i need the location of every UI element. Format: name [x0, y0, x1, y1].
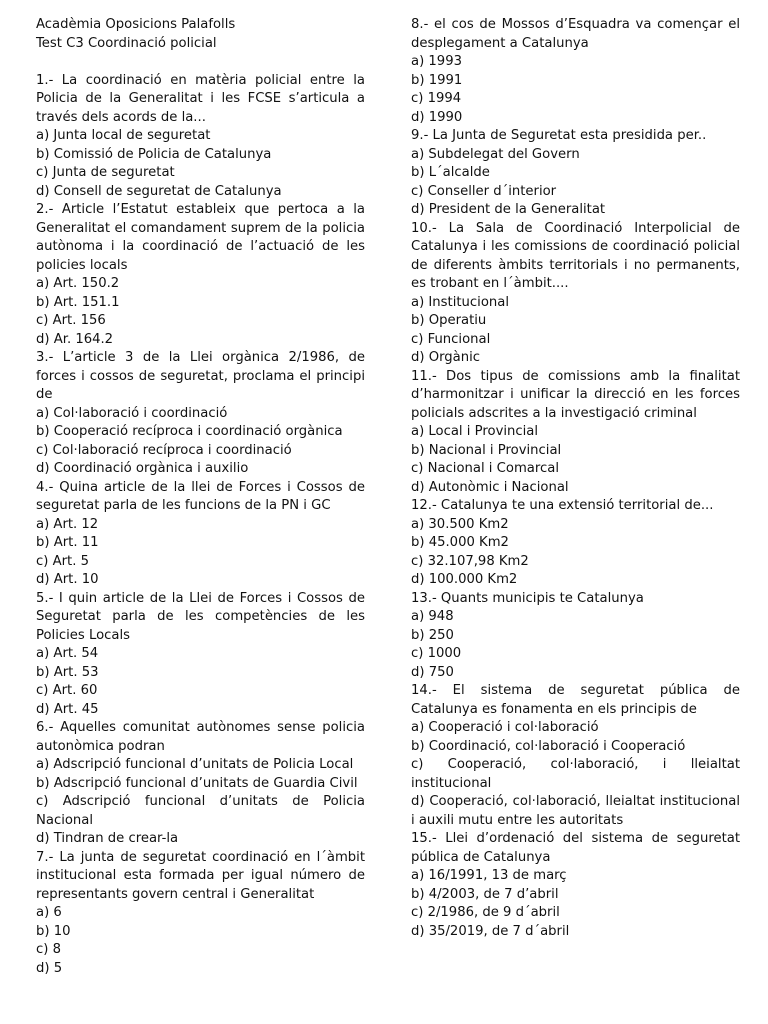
- answer-option: c) Art. 156: [36, 313, 106, 328]
- question-block: [411, 127, 740, 220]
- question-text: 3.- L’article 3 de la Llei orgànica 2/1986, de forces i cossos de seguretat, proclama el principi de: [36, 350, 365, 402]
- question-block: [411, 497, 740, 590]
- answer-option: a) Art. 12: [36, 516, 99, 532]
- answer-option: b) Art. 151.1: [36, 294, 120, 310]
- question-block: [36, 201, 365, 349]
- answer-option: a) 6: [36, 905, 62, 920]
- question-text: 1.- La coordinació en matèria policial entre la Policia de la Generalitat i les FCSE s’articula a través dels acords de la...: [36, 72, 365, 125]
- question-block: [36, 349, 365, 479]
- answer-option: d) Tindran de crear-la: [36, 831, 179, 846]
- question-block: [411, 590, 740, 683]
- answer-option: d) Art. 10: [36, 572, 99, 587]
- question-block: [36, 849, 365, 979]
- answer-option: c) 32.107,98 Km2: [411, 553, 529, 569]
- answer-option: c) Cooperació, col·laboració, i lleialtat institucional: [411, 757, 740, 791]
- answer-option: d) President de la Generalitat: [411, 202, 606, 217]
- answer-option: c) Nacional i Comarcal: [411, 461, 559, 476]
- question-block: [36, 72, 365, 202]
- answer-option: a) Art. 150.2: [36, 276, 120, 291]
- answer-option: a) Adscripció funcional d’unitats de Policia Local: [36, 757, 354, 772]
- question-text: 7.- La junta de seguretat coordinació en l´àmbit institucional esta formada per igual número de representants govern central i Generalitat: [36, 849, 365, 902]
- answer-option: b) Cooperació recíproca i coordinació orgànica: [36, 424, 343, 439]
- question-block: [411, 368, 740, 498]
- question-block: [411, 830, 740, 941]
- question-block: [411, 16, 740, 127]
- test-title: Test C3 Coordinació policial: [36, 35, 217, 51]
- answer-option: d) Autonòmic i Nacional: [411, 479, 569, 495]
- question-text: 12.- Catalunya te una extensió territorial de...: [411, 498, 714, 513]
- answer-option: b) 45.000 Km2: [411, 535, 509, 550]
- answer-option: b) Art. 11: [36, 535, 99, 550]
- question-block: [36, 719, 365, 849]
- left-column: [36, 16, 365, 978]
- answer-option: a) Junta local de seguretat: [36, 128, 211, 143]
- academy-name: Acadèmia Oposicions Palafolls: [36, 17, 236, 32]
- answer-option: c) Art. 5: [36, 553, 89, 569]
- answer-option: a) Institucional: [411, 294, 509, 310]
- answer-option: a) Cooperació i col·laboració: [411, 720, 599, 735]
- answer-option: d) 100.000 Km2: [411, 572, 518, 587]
- answer-option: b) Art. 53: [36, 664, 99, 680]
- question-text: 13.- Quants municipis te Catalunya: [411, 590, 644, 606]
- answer-option: d) Cooperació, col·laboració, lleialtat institucional i auxili mutu entre les autoritats: [411, 794, 740, 828]
- answer-option: b) Comissió de Policia de Catalunya: [36, 146, 272, 162]
- answer-option: d) 1990: [411, 109, 463, 125]
- answer-option: a) 948: [411, 609, 454, 624]
- answer-option: c) 1000: [411, 646, 462, 661]
- answer-option: b) Adscripció funcional d’unitats de Guardia Civil: [36, 775, 358, 791]
- answer-option: d) Consell de seguretat de Catalunya: [36, 183, 282, 199]
- question-block: [36, 479, 365, 590]
- answer-option: a) 30.500 Km2: [411, 516, 509, 532]
- answer-option: a) 1993: [411, 54, 462, 69]
- answer-option: c) Adscripció funcional d’unitats de Policia Nacional: [36, 794, 365, 828]
- question-text: 11.- Dos tipus de comissions amb la finalitat d’harmonitzar i unificar la direcció en les forces policials adscrites a la investigació criminal: [411, 368, 740, 421]
- answer-option: a) Col·laboració i coordinació: [36, 405, 228, 421]
- answer-option: b) L´alcalde: [411, 165, 490, 180]
- answer-option: d) Art. 45: [36, 701, 99, 717]
- answer-option: a) Art. 54: [36, 646, 99, 661]
- answer-option: b) 4/2003, de 7 d’abril: [411, 886, 559, 902]
- answer-option: c) 8: [36, 942, 61, 957]
- answer-option: c) Junta de seguretat: [36, 165, 175, 180]
- question-text: 15.- Llei d’ordenació del sistema de seguretat pública de Catalunya: [411, 831, 740, 865]
- answer-option: a) 16/1991, 13 de març: [411, 868, 567, 883]
- answer-option: c) 2/1986, de 9 d´abril: [411, 905, 560, 920]
- question-text: 2.- Article l’Estatut estableix que pertoca a la Generalitat el comandament suprem de la policia autònoma i la coordinació de l’actuació de les policies locals: [36, 202, 365, 273]
- answer-option: a) Local i Provincial: [411, 424, 539, 439]
- answer-option: b) Nacional i Provincial: [411, 442, 562, 458]
- answer-option: c) Conseller d´interior: [411, 183, 557, 199]
- answer-option: b) Coordinació, col·laboració i Cooperació: [411, 738, 686, 754]
- answer-option: d) 750: [411, 664, 454, 680]
- answer-option: c) Art. 60: [36, 683, 98, 698]
- question-text: 9.- La Junta de Seguretat esta presidida per..: [411, 128, 707, 143]
- answer-option: d) 35/2019, de 7 d´abril: [411, 923, 570, 939]
- answer-option: b) Operatiu: [411, 313, 487, 328]
- answer-option: a) Subdelegat del Govern: [411, 146, 580, 162]
- question-text: 10.- La Sala de Coordinació Interpolicial de Catalunya i les comissions de coordinació policial de diferents àmbits territorials i no permanents, es trobant en l´àmbit....: [411, 220, 740, 291]
- question-block: [411, 220, 740, 368]
- answer-option: b) 10: [36, 923, 71, 939]
- question-block: [411, 682, 740, 830]
- question-text: 14.- El sistema de seguretat pública de Catalunya es fonamenta en els principis de: [411, 683, 740, 717]
- answer-option: b) 1991: [411, 72, 463, 88]
- answer-option: b) 250: [411, 627, 454, 643]
- question-text: 6.- Aquelles comunitat autònomes sense policia autonòmica podran: [36, 720, 365, 754]
- answer-option: d) Ar. 164.2: [36, 331, 114, 347]
- answer-option: d) Coordinació orgànica i auxilio: [36, 461, 249, 476]
- question-text: 8.- el cos de Mossos d’Esquadra va començar el desplegament a Catalunya: [411, 17, 740, 51]
- answer-option: d) 5: [36, 960, 63, 976]
- right-column: [411, 16, 740, 941]
- answer-option: d) Orgànic: [411, 350, 481, 365]
- question-text: 4.- Quina article de la llei de Forces i Cossos de seguretat parla de les funcions de la PN i GC: [36, 479, 365, 513]
- question-block: [36, 590, 365, 720]
- answer-option: c) 1994: [411, 91, 462, 106]
- answer-option: c) Col·laboració recíproca i coordinació: [36, 442, 292, 458]
- answer-option: c) Funcional: [411, 331, 491, 347]
- question-text: 5.- I quin article de la Llei de Forces i Cossos de Seguretat parla de les competències de les Policies Locals: [36, 590, 365, 643]
- spacer: [36, 53, 365, 72]
